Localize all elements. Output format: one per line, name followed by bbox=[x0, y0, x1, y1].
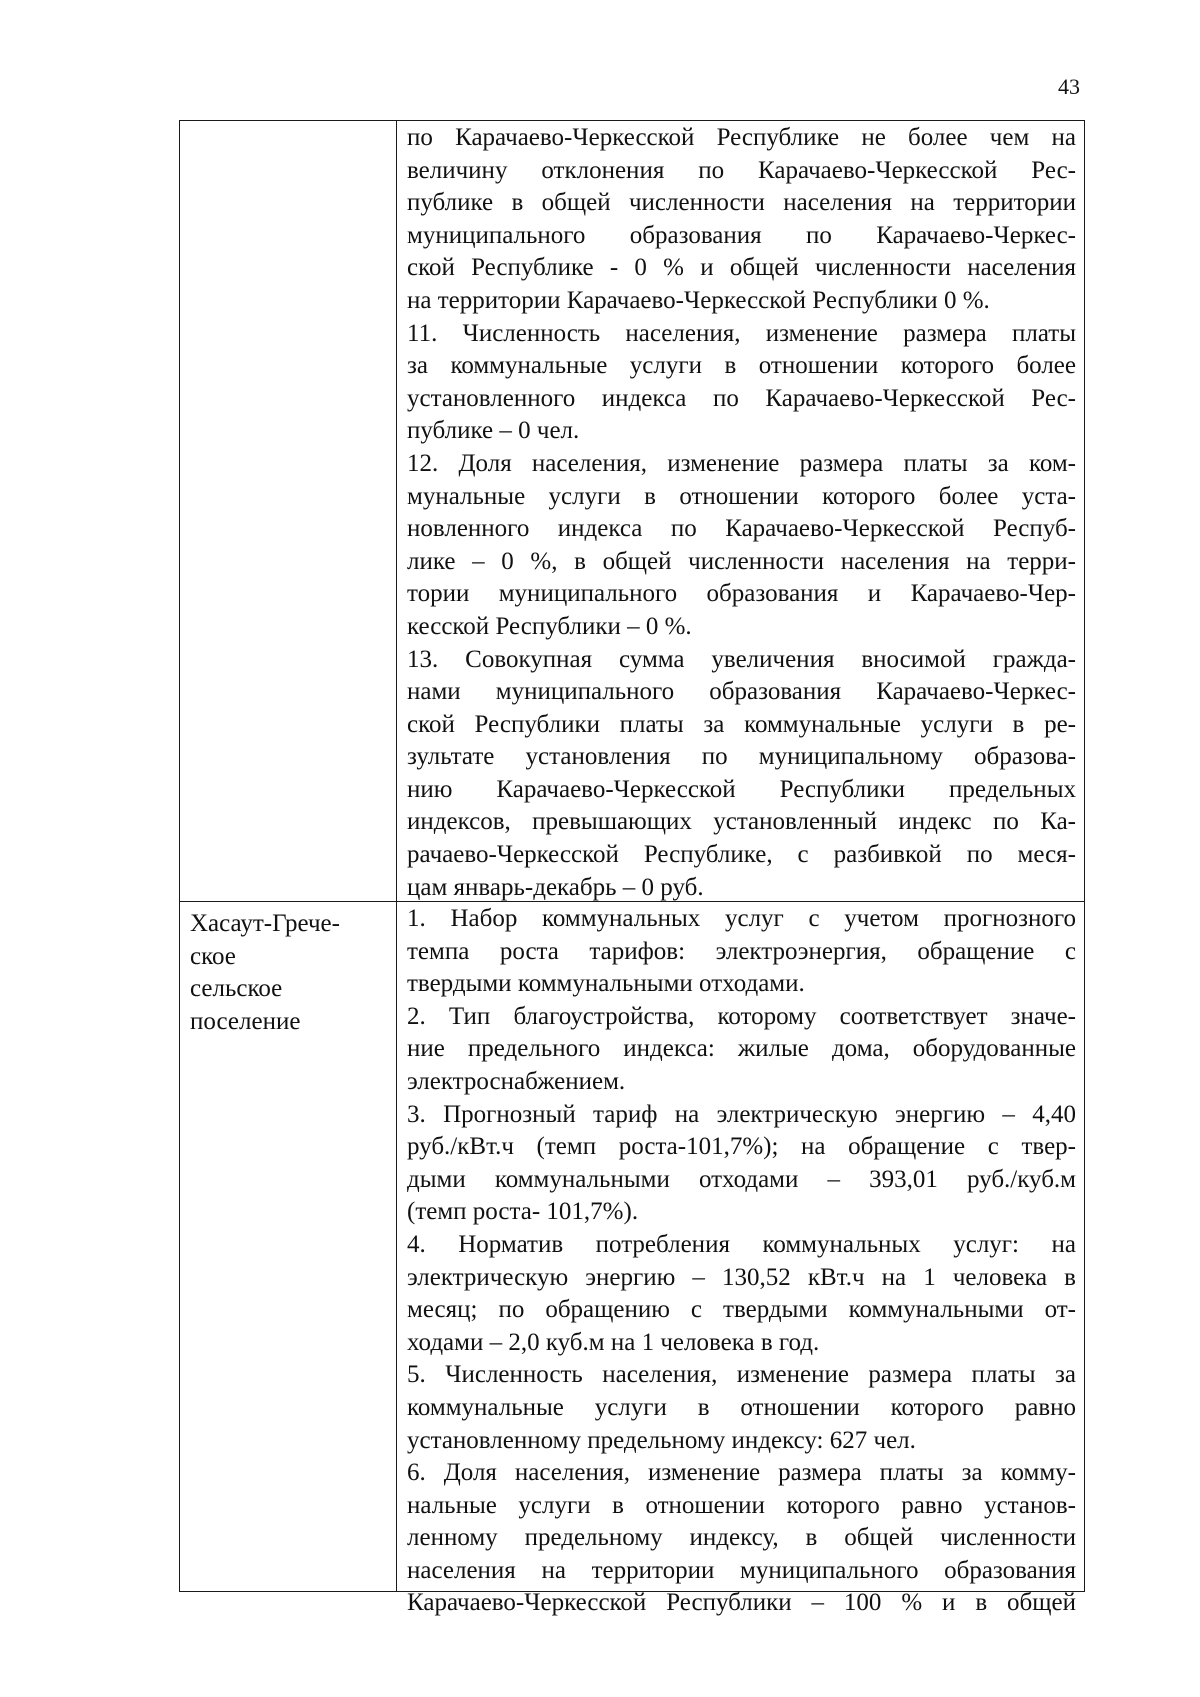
text-line: за коммунальные услуги в отношении которого более bbox=[407, 352, 1076, 380]
table-row bbox=[180, 902, 1085, 1592]
indicators-text-cell bbox=[397, 902, 1085, 1617]
text-line: 13. Совокупная сумма увеличения вносимой гражда- bbox=[407, 645, 1076, 673]
text-line: 2. Тип благоустройства, которому соответствует значе- bbox=[407, 1002, 1076, 1030]
text-line: твердыми коммунальными отходами. bbox=[407, 970, 805, 998]
text-line: Карачаево-Черкесской Республики – 100 % и в общей bbox=[407, 1589, 1076, 1617]
text-line: электрическую энергию – 130,52 кВт.ч на 1 человека в bbox=[407, 1263, 1076, 1291]
text-line: рачаево-Черкесской Республике, с разбивкой по меся- bbox=[407, 841, 1076, 869]
municipality-name-line: сельское bbox=[190, 975, 283, 1003]
text-line: тории муниципального образования и Карачаево-Чер- bbox=[407, 580, 1076, 608]
text-line: месяц; по обращению с твердыми коммунальными от- bbox=[407, 1296, 1076, 1324]
text-line: электроснабжением. bbox=[407, 1067, 626, 1095]
text-line: 4. Норматив потребления коммунальных услуг: на bbox=[407, 1230, 1076, 1258]
text-line: зультате установления по муниципальному образова- bbox=[407, 743, 1076, 771]
text-line: кесской Республики – 0 %. bbox=[407, 612, 692, 640]
text-line: темпа роста тарифов: электроэнергия, обращение с bbox=[407, 937, 1076, 965]
document-table bbox=[179, 120, 1085, 1617]
municipality-name-cell bbox=[180, 902, 397, 1592]
text-line: лике – 0 %, в общей численности населения на терри- bbox=[407, 547, 1076, 575]
text-line: 1. Набор коммунальных услуг с учетом прогнозного bbox=[407, 905, 1076, 932]
text-line: 6. Доля населения, изменение размера платы за комму- bbox=[407, 1459, 1076, 1487]
text-line: нальные услуги в отношении которого равно установ- bbox=[407, 1491, 1076, 1519]
text-line: муниципального образования по Карачаево-Черкес- bbox=[407, 221, 1076, 249]
text-line: установленному предельному индексу: 627 чел. bbox=[407, 1426, 916, 1454]
text-line: публике – 0 чел. bbox=[407, 417, 580, 445]
text-line: ской Республики платы за коммунальные услуги в ре- bbox=[407, 710, 1076, 738]
text-line: установленного индекса по Карачаево-Черкесской Рес- bbox=[407, 384, 1076, 412]
text-line: индексов, превышающих установленный индекс по Ка- bbox=[407, 808, 1076, 836]
text-line: коммунальные услуги в отношении которого равно bbox=[407, 1393, 1076, 1421]
municipality-name-cell bbox=[180, 121, 397, 902]
municipality-name-line: Хасаут-Грече- bbox=[190, 910, 340, 937]
text-line: 11. Численность населения, изменение размера платы bbox=[407, 319, 1076, 347]
text-line: (темп роста- 101,7%). bbox=[407, 1198, 639, 1226]
text-line: ние предельного индекса: жилые дома, оборудованные bbox=[407, 1035, 1076, 1063]
text-line: новленного индекса по Карачаево-Черкесской Респуб- bbox=[407, 515, 1076, 543]
text-line: населения на территории муниципального образования bbox=[407, 1556, 1076, 1584]
text-line: мунальные услуги в отношении которого более уста- bbox=[407, 482, 1076, 510]
page-number: 43 bbox=[1058, 74, 1080, 99]
text-line: по Карачаево-Черкесской Республике не более чем на bbox=[407, 124, 1076, 151]
text-line: нами муниципального образования Карачаево-Черкес- bbox=[407, 678, 1076, 706]
text-line: нию Карачаево-Черкесской Республики предельных bbox=[407, 775, 1076, 803]
text-line: величину отклонения по Карачаево-Черкесской Рес- bbox=[407, 156, 1076, 184]
text-line: цам январь-декабрь – 0 руб. bbox=[407, 873, 704, 901]
municipality-name-line: поселение bbox=[190, 1007, 301, 1035]
text-line: ходами – 2,0 куб.м на 1 человека в год. bbox=[407, 1328, 820, 1356]
text-line: ской Республике - 0 % и общей численности населения bbox=[407, 254, 1076, 282]
indicators-text-cell bbox=[397, 121, 1085, 902]
municipality-name-line: ское bbox=[190, 942, 236, 970]
text-line: 5. Численность населения, изменение размера платы за bbox=[407, 1361, 1076, 1389]
text-line: 12. Доля населения, изменение размера платы за ком- bbox=[407, 449, 1076, 477]
text-line: ленному предельному индексу, в общей численности bbox=[407, 1524, 1076, 1552]
table-row bbox=[180, 121, 1085, 902]
text-line: 3. Прогнозный тариф на электрическую энергию – 4,40 bbox=[407, 1100, 1076, 1128]
text-line: публике в общей численности населения на территории bbox=[407, 189, 1076, 217]
text-line: дыми коммунальными отходами – 393,01 руб./куб.м bbox=[407, 1165, 1076, 1193]
text-line: на территории Карачаево-Черкесской Республики 0 %. bbox=[407, 286, 990, 314]
text-line: руб./кВт.ч (темп роста-101,7%); на обращение с твер- bbox=[407, 1133, 1076, 1161]
